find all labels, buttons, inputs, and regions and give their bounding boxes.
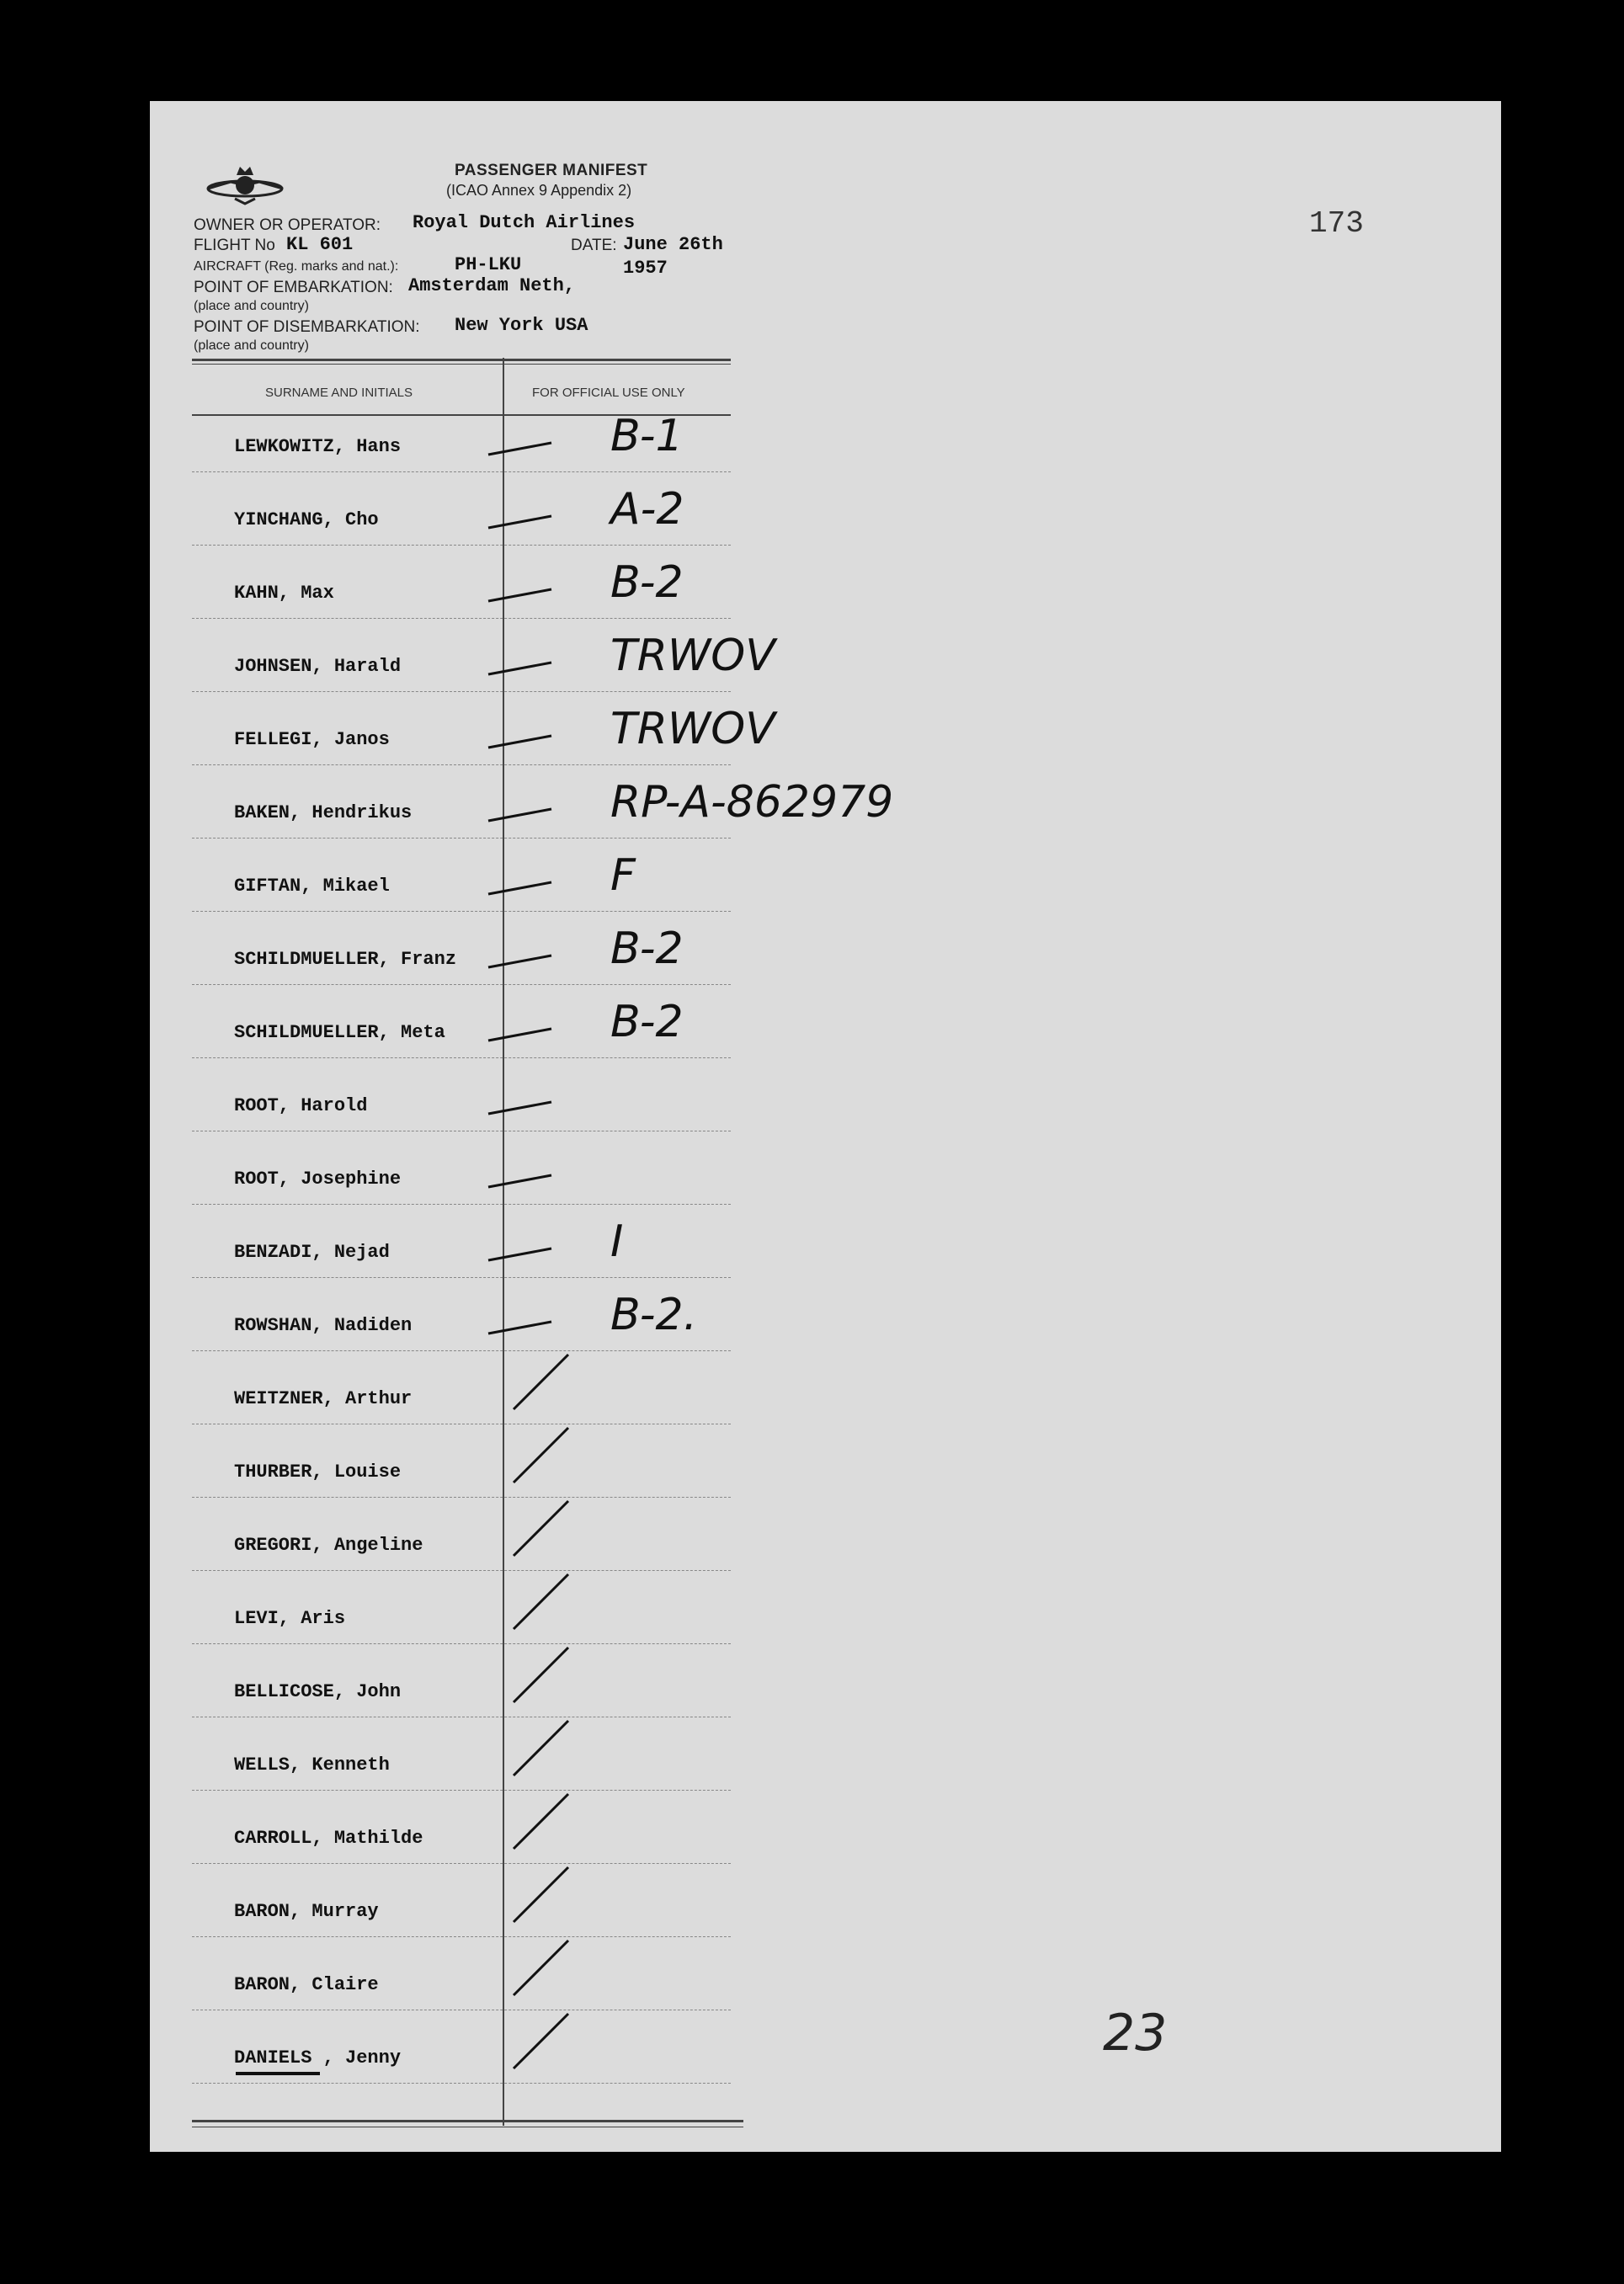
- passenger-name: GIFTAN, Mikael: [234, 876, 390, 897]
- passenger-name: SCHILDMUELLER, Franz: [234, 949, 457, 970]
- official-use-note: B-2: [610, 924, 684, 974]
- passenger-name: LEWKOWITZ, Hans: [234, 436, 402, 457]
- check-mark: [488, 1029, 551, 1041]
- official-use-note: RP-A-862979: [610, 777, 894, 828]
- passenger-name: DANIELS , Jenny: [234, 2047, 402, 2068]
- official-use-column-header: FOR OFFICIAL USE ONLY: [532, 386, 685, 400]
- official-use-note: B-2: [610, 997, 684, 1047]
- surname-column-header: SURNAME AND INITIALS: [265, 386, 413, 400]
- manifest-subtitle: (ICAO Annex 9 Appendix 2): [446, 182, 632, 199]
- passenger-name: WEITZNER, Arthur: [234, 1388, 413, 1409]
- check-mark: [514, 1721, 568, 1776]
- passenger-name: YINCHANG, Cho: [234, 509, 379, 530]
- embarkation-note: (place and country): [194, 299, 309, 313]
- owner-label: OWNER OR OPERATOR:: [194, 216, 381, 234]
- check-mark: [488, 882, 551, 894]
- passenger-name: BELLICOSE, John: [234, 1681, 402, 1702]
- passenger-name: FELLEGI, Janos: [234, 729, 390, 750]
- check-mark: [514, 1941, 568, 1995]
- check-mark: [488, 443, 551, 455]
- flight-value: KL 601: [286, 234, 354, 255]
- check-mark: [488, 956, 551, 967]
- check-mark: [514, 1428, 568, 1483]
- check-mark: [488, 589, 551, 601]
- official-use-note: TRWOV: [610, 631, 775, 681]
- passenger-name: BENZADI, Nejad: [234, 1242, 390, 1263]
- check-mark: [488, 1175, 551, 1187]
- disembarkation-label: POINT OF DISEMBARKATION:: [194, 318, 420, 336]
- passenger-name: WELLS, Kenneth: [234, 1754, 390, 1776]
- passenger-name: ROOT, Josephine: [234, 1169, 402, 1190]
- check-mark: [514, 1501, 568, 1556]
- check-mark: [488, 516, 551, 528]
- owner-value: Royal Dutch Airlines: [413, 212, 636, 233]
- check-mark: [514, 1794, 568, 1849]
- disembarkation-value: New York USA: [455, 315, 588, 336]
- official-use-note: A-2: [610, 484, 684, 535]
- manifest-title: PASSENGER MANIFEST: [455, 162, 648, 179]
- check-mark: [514, 1867, 568, 1922]
- official-use-note: B-2: [610, 557, 684, 608]
- passenger-name: LEVI, Aris: [234, 1608, 346, 1629]
- passenger-name: ROWSHAN, Nadiden: [234, 1315, 413, 1336]
- check-mark: [488, 1102, 551, 1114]
- check-mark: [514, 1574, 568, 1629]
- passenger-name: CARROLL, Mathilde: [234, 1828, 423, 1849]
- check-mark: [514, 2014, 568, 2068]
- passenger-name: BARON, Claire: [234, 1974, 379, 1995]
- date-value: June 26th: [623, 234, 723, 255]
- embarkation-label: POINT OF EMBARKATION:: [194, 279, 393, 296]
- check-mark: [488, 809, 551, 821]
- check-mark: [488, 663, 551, 674]
- passenger-name: ROOT, Harold: [234, 1095, 368, 1116]
- passenger-name: SCHILDMUELLER, Meta: [234, 1022, 445, 1043]
- passenger-name: KAHN, Max: [234, 583, 334, 604]
- date-label: DATE:: [571, 237, 617, 254]
- official-use-note: B-2.: [610, 1290, 698, 1340]
- check-mark: [488, 736, 551, 748]
- aircraft-value: PH-LKU: [455, 254, 522, 275]
- check-mark: [488, 1322, 551, 1334]
- disembarkation-note: (place and country): [194, 338, 309, 353]
- passenger-name: BARON, Murray: [234, 1901, 379, 1922]
- year-value: 1957: [623, 258, 668, 279]
- passenger-name: GREGORI, Angeline: [234, 1535, 423, 1556]
- official-use-note: F: [610, 850, 636, 901]
- handwritten-count: 23: [1103, 2004, 1168, 2063]
- page-number: 173: [1309, 206, 1364, 241]
- official-use-note: TRWOV: [610, 704, 775, 754]
- check-mark: [488, 1248, 551, 1260]
- official-use-note: B-1: [610, 411, 684, 461]
- passenger-name: BAKEN, Hendrikus: [234, 802, 413, 823]
- aircraft-label: AIRCRAFT (Reg. marks and nat.):: [194, 259, 399, 274]
- embarkation-value: Amsterdam Neth,: [408, 275, 576, 296]
- flight-label: FLIGHT No: [194, 237, 275, 254]
- passenger-name: JOHNSEN, Harald: [234, 656, 402, 677]
- check-mark: [514, 1648, 568, 1702]
- official-use-note: I: [610, 1217, 624, 1267]
- passenger-name: THURBER, Louise: [234, 1461, 402, 1483]
- check-mark: [514, 1355, 568, 1409]
